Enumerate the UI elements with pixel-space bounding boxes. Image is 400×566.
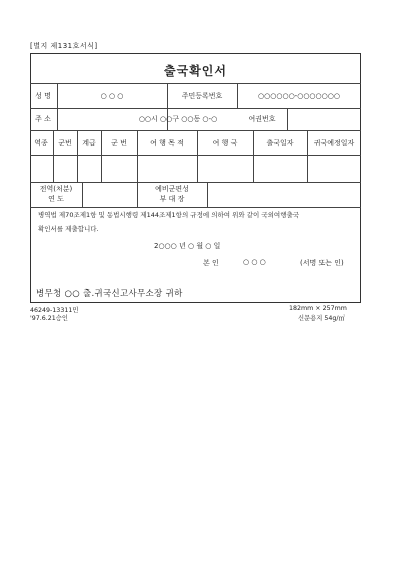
passport-number-label: 여권번호 [248,115,276,123]
column-divider [207,182,208,207]
row-divider [30,207,361,208]
statement-line-2: 확인서를 제출합니다. [38,225,99,233]
table-header: 귀국예정일자 [313,139,355,147]
column-divider [57,83,58,130]
approval-date: '97.6.21승인 [30,315,68,322]
row-divider [30,155,361,156]
name-value: ○ ○ ○ [100,92,124,100]
row-divider [30,83,361,84]
statement-line-1: 병역법 제70조제1항 및 동법시행령 제144조제1항의 규정에 의하여 위와 같이 국외여행출국 [38,211,300,219]
address-value: ○○시 ○○구 ○○동 ○-○ [138,115,218,123]
signature-note: (서명 또는 인) [300,259,344,267]
table-header: 여 행 국 [212,139,238,147]
resident-id-value: ○○○○○○-○○○○○○○ [258,92,340,100]
addressee-line: 병무청 ○○ 출.귀국신고사무소장 귀하 [36,289,183,299]
row-divider [30,182,361,183]
form-title: 출국확인서 [164,64,227,78]
form-number-label: [별지 제131호서식] [30,42,98,50]
column-divider [237,83,238,108]
column-divider [53,130,54,182]
column-divider [82,182,83,207]
row-divider [30,108,361,109]
column-divider [137,130,138,207]
table-header: 군 번 [111,139,127,147]
signer-label: 본 인 [203,259,219,267]
statement-date: 2○○○ 년 ○ 월 ○ 일 [154,242,221,250]
resident-id-label: 주민등록번호 [181,92,223,100]
paper-type: 신문용지 54g/㎡ [298,315,345,322]
column-divider [77,130,78,182]
reserve-unit-label-2: 부 대 장 [159,195,185,203]
table-header: 계급 [82,139,96,147]
column-divider [307,130,308,182]
discharge-year-label-2: 연 도 [48,195,64,203]
column-divider [253,130,254,182]
reserve-unit-label: 예비군편성 [155,185,189,193]
discharge-year-label: 전역(처분) [39,185,73,193]
name-label: 성 명 [35,92,51,100]
table-header: 군번 [58,139,72,147]
table-header: 역종 [34,139,48,147]
column-divider [287,108,288,130]
address-label: 주 소 [35,115,51,123]
form-code: 46249-13311민 [30,307,79,314]
row-divider [30,130,361,131]
table-header: 출국일자 [266,139,294,147]
paper-size: 182mm × 257mm [289,305,347,312]
table-header: 여 행 목 적 [150,139,184,147]
signer-name: ○ ○ ○ [243,258,266,266]
column-divider [101,130,102,182]
column-divider [197,130,198,182]
